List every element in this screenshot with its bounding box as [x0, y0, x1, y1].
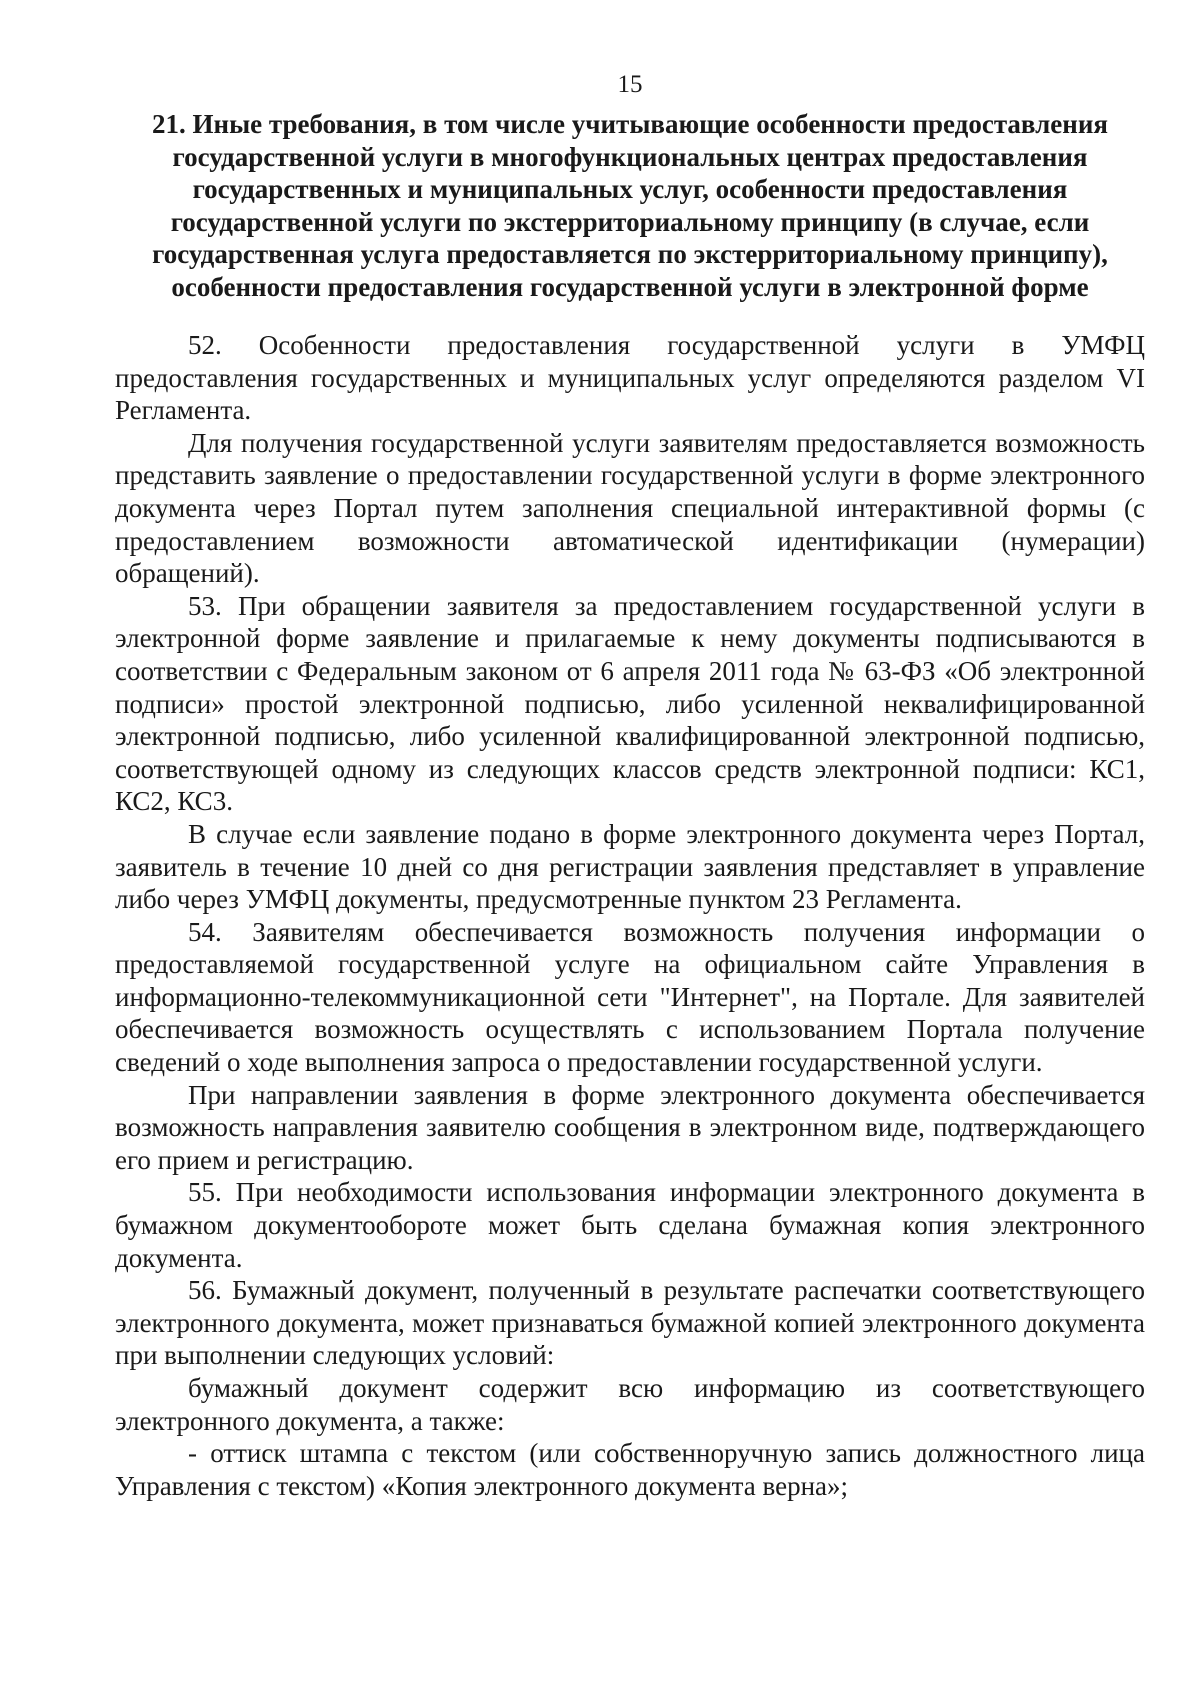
- paragraph-53: 53. При обращении заявителя за предоставлением государственной услуги в электронной форме заявление и прилагаемые к нему документы подписываются в соответствии с Федеральным законом от 6 апреля 2011 года № 63-ФЗ «Об электронной подписи» простой электронной подписью, либо усиленной неквалифицированной электронной подписью, либо усиленной квалифицированной электронной подписью, соответствующей одному из следующих классов средств электронной подписи: КС1, КС2, КС3.: [115, 590, 1145, 817]
- page-number: 15: [617, 71, 643, 98]
- paragraph-52-electronic-form: Для получения государственной услуги заявителям предоставляется возможность представить заявление о предоставлении государственной услуги в форме электронного документа через Портал путем заполнения специальной интерактивной формы (с предоставлением возможности автоматической идентификации (нумерации) обращений).: [115, 427, 1145, 589]
- document-body: [115, 329, 1145, 1502]
- paragraph-54-confirmation: При направлении заявления в форме электронного документа обеспечивается возможность направления заявителю сообщения в электронном виде, подтверждающего его прием и регистрацию.: [115, 1079, 1145, 1175]
- paragraph-56-stamp-item: - оттиск штампа с текстом (или собственноручную запись должностного лица Управления с текстом) «Копия электронного документа верна»;: [115, 1438, 1145, 1501]
- paragraph-53-portal-submission: В случае если заявление подано в форме электронного документа через Портал, заявитель в течение 10 дней со дня регистрации заявления представляет в управление либо через УМФЦ документы, предусмотренные пунктом 23 Регламента.: [115, 818, 1145, 915]
- section-heading: 21. Иные требования, в том числе учитывающие особенности предоставления государственной услуги в многофункциональных центрах предоставления государственных и муниципальных услуг, особенности предоставления государственной услуги по экстерриториальному принципу (в случае, если государственная услуга предоставляется по экстерриториальному принципу), особенности предоставления государственной услуги в электронной форме: [152, 109, 1108, 302]
- paragraph-56: 56. Бумажный документ, полученный в результате распечатки соответствующего электронного документа, может признаваться бумажной копией электронного документа при выполнении следующих условий:: [115, 1275, 1145, 1371]
- paragraph-55: 55. При необходимости использования информации электронного документа в бумажном документообороте может быть сделана бумажная копия электронного документа.: [115, 1177, 1145, 1273]
- paragraph-52: 52. Особенности предоставления государственной услуги в УМФЦ предоставления государственных и муниципальных услуг определяются разделом VI Регламента.: [115, 330, 1145, 426]
- paragraph-54: 54. Заявителям обеспечивается возможность получения информации о предоставляемой государственной услуге на официальном сайте Управления в информационно-телекоммуникационной сети "Интернет", на Портале. Для заявителей обеспечивается возможность осуществлять с использованием Портала получение сведений о ходе выполнения запроса о предоставлении государственной услуги.: [115, 916, 1145, 1078]
- document-page: [115, 70, 1145, 1502]
- paragraph-56-condition: бумажный документ содержит всю информацию из соответствующего электронного документа, а также:: [115, 1373, 1145, 1436]
